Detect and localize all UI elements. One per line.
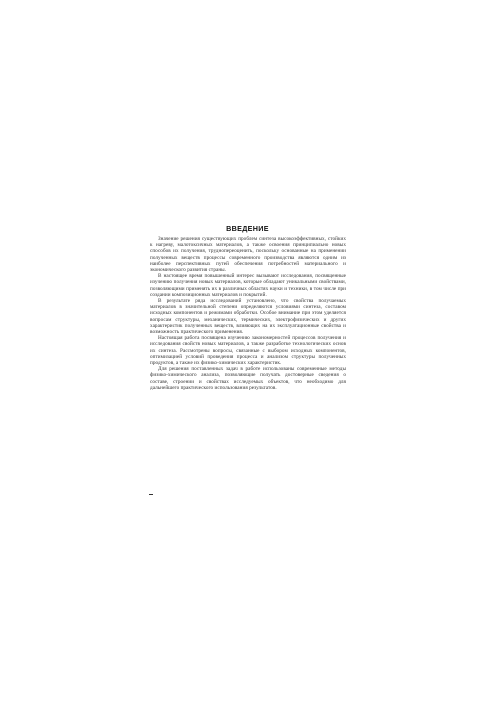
page-title: ВВЕДЕНИЕ bbox=[226, 224, 269, 233]
footnote-divider bbox=[149, 494, 153, 495]
paragraph: В настоящее время повышенный интерес вызывают исследования, посвященные изучению получения новых материалов, которые обладают уникальными свойствами, позволяющими применять их в различных областях науки и техники, в том числе при создании композиционных материалов и покрытий. bbox=[150, 273, 346, 298]
paragraph: Настоящая работа посвящена изучению закономерностей процессов получения и исследования свойств новых материалов, а также разработке технологических основ их синтеза. Рассмотрены вопросы, связанные с выбором исходных компонентов, оптимизацией условий проведения процесса и анализом структуры полученных продуктов, а также их физико-химических характеристик. bbox=[150, 335, 346, 367]
paragraph: Для решения поставленных задач в работе использованы современные методы физико-химического анализа, позволяющие получать достоверные сведения о составе, строении и свойствах исследуемых объектов, что необходимо для дальнейшего практического использования результатов. bbox=[150, 366, 346, 391]
paragraph: Значение решения существующих проблем синтеза высокоэффективных, стойких к нагреву, малотоксичных материалов, а также освоения принципиально новых способов их получения, труднопереоценить, поскольку основанные на применении полученных веществ процессы современного производства являются одним из наиболее перспективных путей обеспечения потребностей материального и экономического развития страны. bbox=[150, 236, 346, 274]
paragraph: В результате ряда исследований установлено, что свойства получаемых материалов в значительной степени определяются условиями синтеза, составом исходных компонентов и режимами обработки. Особое внимание при этом уделяется вопросам структуры, механических, термических, электрофизических и других характеристик полученных веществ, влияющих на их эксплуатационные свойства и возможность практического применения. bbox=[150, 298, 346, 336]
body-text bbox=[150, 236, 346, 391]
